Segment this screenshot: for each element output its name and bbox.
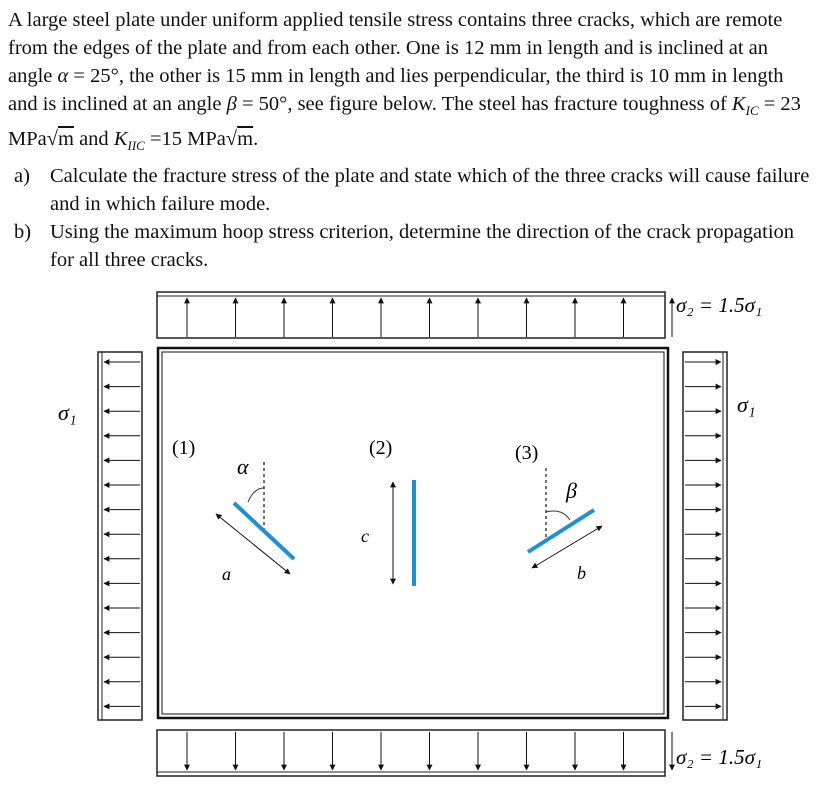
question-b: b) Using the maximum hoop stress criterion, determine the direction of the crack propagation for all three cracks. (14, 221, 795, 271)
bottom-load-bar (157, 730, 672, 776)
sqrt-symbol: √ (225, 128, 238, 150)
question-a: a) Calculate the fracture stress of the plate and state which of the three cracks will cause failure and in which failure mode. (14, 165, 810, 215)
left-load-bar (98, 352, 142, 720)
dim-b-label: b (577, 563, 586, 583)
crack-2 (393, 480, 414, 586)
crack3-label: (3) (515, 442, 539, 464)
sigma1-right-label: σ₁ (737, 392, 756, 417)
dim-c-label: c (361, 526, 369, 546)
sqrt-symbol: √ (46, 128, 58, 150)
beta-label: β (566, 478, 577, 503)
crack2-label: (2) (369, 437, 393, 459)
crack3-line (528, 510, 594, 552)
crack-1 (216, 462, 294, 574)
sigma2-top-label: σ₂ = 1.5σ₁ (676, 293, 763, 317)
sigma2-bottom-label: σ₂ = 1.5σ₁ (676, 745, 763, 769)
problem-statement (8, 6, 812, 274)
dim-b-arrow (532, 526, 602, 568)
dim-a-label: a (222, 564, 231, 584)
beta-arc (546, 511, 570, 520)
right-load-bar (683, 352, 727, 720)
crack-3 (528, 468, 602, 568)
plate-figure (0, 282, 820, 788)
alpha-label: α (237, 454, 249, 479)
top-load-bar (157, 292, 672, 338)
sigma1-left-label: σ₁ (58, 400, 77, 425)
question-list (8, 162, 812, 274)
alpha-arc (248, 488, 264, 502)
crack1-label: (1) (172, 437, 196, 459)
problem-paragraph: A large steel plate under uniform applied tensile stress contains three cracks, which are remote from the edges of the plate and from each other. One is 12 mm in length and is inclined at an angle α = 25°, the other is 15 mm in length and lies perpendicular, the third is 10 mm in length and is inclined at an angle β = 50°, see figure below. The steel has fracture toughness of $K_{IC} = 23$ MPa√m and $K_{IIC} =15$ MPa√m. (8, 9, 801, 153)
